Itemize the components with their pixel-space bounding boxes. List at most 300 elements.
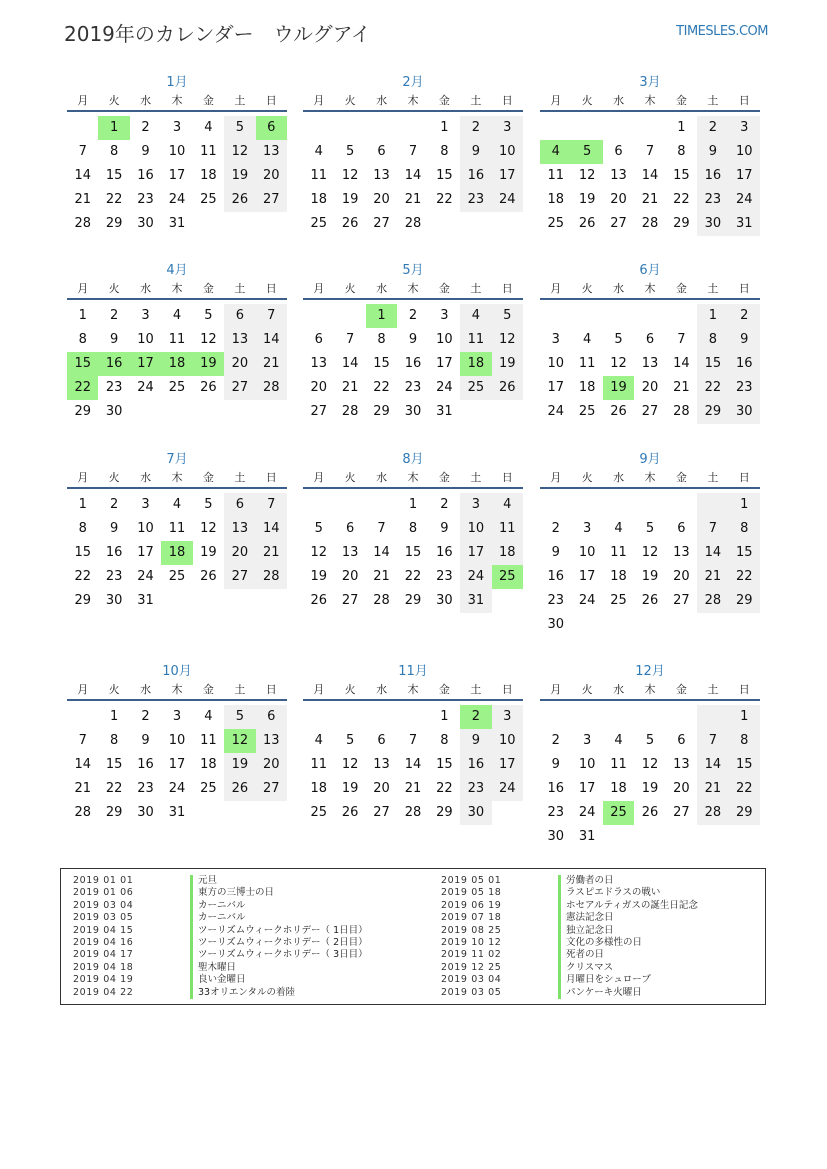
day-cell: 21	[256, 352, 287, 376]
day-cell: 28	[373, 593, 390, 608]
day-cell: 17	[578, 569, 596, 584]
holiday-row	[441, 875, 698, 887]
day-cell: 30	[137, 216, 154, 231]
day-cell: 20	[373, 781, 390, 796]
day-cell: 23	[460, 777, 491, 801]
weekday-label: 土	[707, 471, 719, 484]
month-name: 5月	[402, 263, 424, 278]
day-cell: 30	[436, 593, 453, 608]
empty-cell	[366, 493, 397, 517]
day-grid	[303, 493, 523, 613]
weekday-label: 日	[265, 282, 277, 295]
day-cell: 6	[645, 332, 655, 347]
holiday-name: 死者の日	[558, 949, 604, 961]
day-cell: 3	[141, 308, 150, 323]
day-cell: 24	[137, 380, 154, 395]
day-cell: 19	[578, 192, 596, 207]
holiday-day-cell: 6	[256, 116, 287, 140]
day-cell: 13	[256, 140, 287, 164]
month-name: 8月	[402, 452, 424, 467]
weekday-label: 日	[265, 683, 277, 696]
day-cell: 8	[697, 328, 728, 352]
day-cell: 14	[404, 757, 422, 772]
day-cell: 12	[341, 757, 359, 772]
weekday-header	[67, 469, 287, 489]
day-cell: 30	[547, 829, 564, 844]
empty-cell	[540, 705, 571, 729]
day-cell: 31	[168, 805, 186, 820]
weekday-header	[303, 280, 523, 300]
weekday-label: 日	[738, 94, 750, 107]
day-cell: 10	[547, 356, 564, 371]
day-cell: 6	[224, 493, 255, 517]
day-cell: 14	[404, 168, 422, 183]
day-cell: 2	[141, 709, 150, 724]
day-cell: 14	[256, 517, 287, 541]
day-cell: 9	[109, 332, 119, 347]
holiday-name: 文化の多様性の日	[558, 937, 642, 949]
day-cell: 4	[204, 120, 213, 135]
month-block	[67, 262, 287, 424]
empty-cell	[303, 116, 334, 140]
empty-cell	[303, 304, 334, 328]
weekday-label: 水	[140, 471, 152, 484]
month-name: 3月	[639, 75, 661, 90]
day-cell: 22	[729, 777, 760, 801]
day-cell: 26	[610, 404, 627, 419]
day-cell: 27	[256, 777, 287, 801]
day-cell: 2	[697, 116, 728, 140]
day-cell: 7	[677, 332, 686, 347]
day-cell: 6	[677, 521, 686, 536]
holiday-date: 2019 03 04	[441, 974, 502, 986]
day-cell: 24	[168, 781, 186, 796]
weekday-label: 日	[501, 471, 513, 484]
day-cell: 23	[137, 192, 154, 207]
day-cell: 9	[109, 521, 119, 536]
weekday-label: 火	[108, 94, 120, 107]
holiday-day-cell: 1	[366, 304, 397, 328]
day-cell: 26	[200, 569, 217, 584]
weekday-label: 火	[581, 94, 593, 107]
day-cell: 20	[641, 380, 659, 395]
day-cell: 24	[578, 805, 596, 820]
day-cell: 13	[373, 757, 390, 772]
weekday-header	[67, 681, 287, 701]
day-grid	[67, 116, 287, 236]
holiday-date: 2019 04 16	[73, 937, 134, 949]
day-cell: 29	[436, 805, 453, 820]
day-cell: 1	[440, 120, 449, 135]
day-cell: 7	[377, 521, 386, 536]
day-cell: 24	[492, 777, 523, 801]
day-cell: 26	[341, 805, 359, 820]
day-cell: 16	[105, 545, 123, 560]
weekday-label: 水	[376, 94, 388, 107]
day-cell: 14	[673, 356, 690, 371]
day-cell: 9	[460, 140, 491, 164]
day-cell: 2	[408, 308, 418, 323]
day-cell: 20	[224, 541, 255, 565]
day-cell: 26	[641, 805, 659, 820]
day-cell: 22	[673, 192, 690, 207]
day-cell: 3	[582, 733, 592, 748]
holiday-row	[73, 900, 368, 912]
holiday-name: ホセアルティガスの誕生日記念	[558, 900, 698, 912]
day-cell: 25	[310, 805, 327, 820]
day-cell: 17	[460, 541, 491, 565]
month-block	[67, 663, 287, 825]
day-cell: 20	[673, 569, 690, 584]
day-cell: 9	[460, 729, 491, 753]
day-cell: 2	[109, 308, 119, 323]
day-cell: 24	[460, 565, 491, 589]
holiday-day-cell: 4	[540, 140, 571, 164]
holiday-row	[73, 949, 368, 961]
day-cell: 27	[341, 593, 359, 608]
day-cell: 10	[137, 332, 154, 347]
day-cell: 3	[582, 521, 592, 536]
day-cell: 23	[729, 376, 760, 400]
weekday-label: 月	[550, 683, 562, 696]
day-cell: 13	[224, 328, 255, 352]
day-cell: 20	[310, 380, 327, 395]
day-cell: 19	[492, 352, 523, 376]
holiday-row	[441, 887, 698, 899]
weekday-label: 月	[77, 471, 89, 484]
holiday-day-cell: 19	[603, 376, 634, 400]
day-cell: 16	[547, 781, 564, 796]
day-cell: 25	[610, 593, 627, 608]
day-cell: 30	[729, 400, 760, 424]
empty-cell	[540, 116, 571, 140]
day-cell: 28	[256, 376, 287, 400]
empty-cell	[571, 705, 602, 729]
month-name: 4月	[166, 263, 188, 278]
day-cell: 25	[200, 781, 217, 796]
weekday-label: 日	[501, 94, 513, 107]
holiday-date: 2019 07 18	[441, 912, 502, 924]
weekday-label: 金	[202, 683, 214, 696]
day-cell: 5	[224, 705, 255, 729]
day-cell: 30	[547, 617, 564, 632]
day-cell: 12	[224, 140, 255, 164]
day-cell: 29	[729, 801, 760, 825]
weekday-label: 木	[407, 282, 419, 295]
empty-cell	[603, 304, 634, 328]
day-cell: 26	[200, 380, 217, 395]
day-cell: 11	[168, 521, 186, 536]
weekday-label: 木	[171, 471, 183, 484]
day-cell: 23	[547, 805, 564, 820]
day-cell: 2	[551, 521, 560, 536]
holiday-name: ツーリズムウィークホリデー（ 3日目）	[190, 949, 368, 961]
holiday-name: ラスピエドラスの戦い	[558, 887, 660, 899]
day-cell: 1	[697, 304, 728, 328]
day-grid	[540, 116, 760, 236]
holiday-date: 2019 08 25	[441, 924, 502, 936]
day-cell: 8	[440, 733, 449, 748]
day-cell: 22	[373, 380, 390, 395]
day-grid	[67, 304, 287, 424]
day-cell: 4	[614, 733, 623, 748]
holiday-row	[73, 962, 368, 974]
day-cell: 24	[578, 593, 596, 608]
day-cell: 19	[200, 545, 217, 560]
day-cell: 26	[578, 216, 596, 231]
holiday-name: ツーリズムウィークホリデー（ 2日目）	[190, 937, 368, 949]
day-cell: 21	[697, 777, 728, 801]
day-cell: 13	[673, 545, 690, 560]
day-cell: 17	[492, 164, 523, 188]
day-cell: 21	[341, 380, 359, 395]
day-cell: 1	[78, 308, 87, 323]
day-cell: 11	[578, 356, 596, 371]
day-cell: 14	[373, 545, 390, 560]
month-block	[303, 663, 523, 825]
day-cell: 23	[404, 380, 422, 395]
holiday-row	[441, 925, 698, 937]
day-cell: 4	[204, 709, 213, 724]
day-cell: 29	[105, 805, 123, 820]
holiday-row	[73, 987, 368, 999]
day-cell: 2	[551, 733, 560, 748]
day-cell: 12	[310, 545, 327, 560]
day-cell: 9	[440, 521, 449, 536]
day-cell: 8	[109, 733, 119, 748]
empty-cell	[634, 304, 665, 328]
day-cell: 21	[256, 541, 287, 565]
day-cell: 16	[697, 164, 728, 188]
empty-cell	[571, 493, 602, 517]
holiday-name: クリスマス	[558, 962, 613, 974]
day-cell: 12	[492, 328, 523, 352]
weekday-label: 木	[171, 94, 183, 107]
day-cell: 26	[341, 216, 359, 231]
day-cell: 6	[224, 304, 255, 328]
day-cell: 28	[697, 801, 728, 825]
weekday-label: 日	[738, 282, 750, 295]
empty-cell	[397, 705, 428, 729]
day-cell: 11	[310, 168, 327, 183]
day-cell: 9	[141, 733, 150, 748]
day-cell: 17	[168, 757, 186, 772]
day-cell: 9	[141, 144, 150, 159]
day-cell: 13	[610, 168, 627, 183]
day-cell: 22	[436, 781, 453, 796]
day-cell: 25	[460, 376, 491, 400]
holiday-column-right	[441, 875, 698, 999]
day-cell: 27	[673, 593, 690, 608]
day-cell: 12	[341, 168, 359, 183]
weekday-label: 水	[613, 683, 625, 696]
day-cell: 8	[408, 521, 418, 536]
day-cell: 13	[341, 545, 359, 560]
weekday-label: 土	[470, 683, 482, 696]
day-cell: 19	[224, 164, 255, 188]
day-cell: 6	[256, 705, 287, 729]
day-cell: 11	[492, 517, 523, 541]
day-cell: 26	[224, 777, 255, 801]
weekday-label: 水	[140, 94, 152, 107]
day-cell: 24	[729, 188, 760, 212]
empty-cell	[67, 116, 98, 140]
weekday-label: 土	[234, 282, 246, 295]
day-cell: 4	[460, 304, 491, 328]
day-cell: 3	[141, 497, 150, 512]
day-cell: 22	[729, 565, 760, 589]
empty-cell	[303, 493, 334, 517]
day-cell: 8	[377, 332, 386, 347]
empty-cell	[603, 705, 634, 729]
day-cell: 20	[224, 352, 255, 376]
holiday-day-cell: 1	[98, 116, 129, 140]
weekday-label: 月	[313, 282, 325, 295]
day-cell: 16	[137, 168, 154, 183]
day-cell: 19	[224, 753, 255, 777]
weekday-header	[303, 92, 523, 112]
day-cell: 22	[404, 569, 422, 584]
day-cell: 21	[404, 781, 422, 796]
day-cell: 16	[404, 356, 422, 371]
holiday-date: 2019 04 22	[73, 986, 134, 998]
holiday-date: 2019 12 25	[441, 961, 502, 973]
day-cell: 15	[729, 541, 760, 565]
day-cell: 25	[168, 569, 186, 584]
day-cell: 5	[204, 308, 213, 323]
day-cell: 4	[314, 733, 323, 748]
weekday-label: 金	[438, 471, 450, 484]
holiday-list	[60, 868, 766, 1005]
day-cell: 25	[547, 216, 564, 231]
day-cell: 30	[404, 404, 422, 419]
holiday-day-cell: 17	[130, 352, 161, 376]
month-block	[303, 451, 523, 613]
weekday-label: 木	[644, 471, 656, 484]
day-cell: 7	[645, 144, 655, 159]
holiday-row	[73, 887, 368, 899]
holiday-date: 2019 04 18	[73, 961, 134, 973]
holiday-date: 2019 01 06	[73, 887, 134, 899]
day-cell: 15	[105, 757, 123, 772]
day-cell: 1	[408, 497, 418, 512]
holiday-row	[441, 912, 698, 924]
day-cell: 22	[105, 781, 123, 796]
empty-cell	[697, 705, 728, 729]
day-grid	[303, 304, 523, 424]
day-cell: 23	[436, 569, 453, 584]
weekday-label: 木	[407, 94, 419, 107]
day-grid	[540, 304, 760, 424]
day-cell: 18	[310, 192, 327, 207]
weekday-label: 火	[344, 94, 356, 107]
weekday-label: 水	[613, 282, 625, 295]
day-cell: 11	[310, 757, 327, 772]
weekday-label: 木	[407, 471, 419, 484]
holiday-row	[441, 900, 698, 912]
day-cell: 3	[492, 116, 523, 140]
day-cell: 27	[224, 565, 255, 589]
day-cell: 12	[641, 545, 659, 560]
day-cell: 8	[109, 144, 119, 159]
day-cell: 18	[610, 781, 627, 796]
day-cell: 27	[641, 404, 659, 419]
day-cell: 9	[408, 332, 418, 347]
day-cell: 7	[256, 304, 287, 328]
weekday-label: 金	[202, 94, 214, 107]
day-cell: 16	[729, 352, 760, 376]
day-cell: 15	[436, 168, 453, 183]
holiday-name: ツーリズムウィークホリデー（ 1日目）	[190, 925, 368, 937]
empty-cell	[334, 705, 365, 729]
weekday-label: 金	[438, 94, 450, 107]
day-cell: 22	[436, 192, 453, 207]
day-cell: 3	[551, 332, 560, 347]
holiday-date: 2019 10 12	[441, 937, 502, 949]
empty-cell	[666, 304, 697, 328]
weekday-label: 金	[675, 471, 687, 484]
day-cell: 18	[200, 168, 217, 183]
day-cell: 5	[224, 116, 255, 140]
day-cell: 19	[641, 781, 659, 796]
day-cell: 9	[551, 757, 560, 772]
day-cell: 24	[137, 569, 154, 584]
day-cell: 18	[310, 781, 327, 796]
day-cell: 2	[460, 116, 491, 140]
holiday-day-cell: 25	[492, 565, 523, 589]
holiday-row	[73, 937, 368, 949]
month-block	[540, 262, 760, 424]
month-name: 2月	[402, 75, 424, 90]
holiday-date: 2019 03 05	[441, 986, 502, 998]
day-cell: 21	[673, 380, 690, 395]
day-cell: 16	[460, 753, 491, 777]
day-cell: 22	[697, 376, 728, 400]
weekday-label: 水	[376, 471, 388, 484]
weekday-label: 水	[140, 683, 152, 696]
day-cell: 1	[109, 709, 119, 724]
holiday-date: 2019 03 05	[73, 912, 134, 924]
day-cell: 25	[200, 192, 217, 207]
holiday-date: 2019 05 01	[441, 875, 502, 886]
day-cell: 23	[105, 380, 123, 395]
day-cell: 29	[373, 404, 390, 419]
day-cell: 17	[547, 380, 564, 395]
day-cell: 26	[492, 376, 523, 400]
empty-cell	[397, 116, 428, 140]
day-cell: 14	[697, 541, 728, 565]
day-cell: 31	[460, 589, 491, 613]
weekday-label: 土	[470, 471, 482, 484]
empty-cell	[303, 705, 334, 729]
weekday-label: 日	[265, 471, 277, 484]
weekday-label: 金	[675, 94, 687, 107]
month-block	[67, 451, 287, 613]
site-logo[interactable]: TIMESLES.COM	[676, 24, 768, 39]
holiday-name: カーニバル	[190, 912, 246, 924]
weekday-label: 火	[581, 683, 593, 696]
holiday-day-cell: 18	[460, 352, 491, 376]
holiday-row	[73, 912, 368, 924]
weekday-label: 月	[313, 471, 325, 484]
day-cell: 18	[578, 380, 596, 395]
day-cell: 9	[551, 545, 560, 560]
day-cell: 11	[200, 144, 217, 159]
day-cell: 3	[492, 705, 523, 729]
day-cell: 10	[137, 521, 154, 536]
day-cell: 17	[729, 164, 760, 188]
day-cell: 11	[168, 332, 186, 347]
